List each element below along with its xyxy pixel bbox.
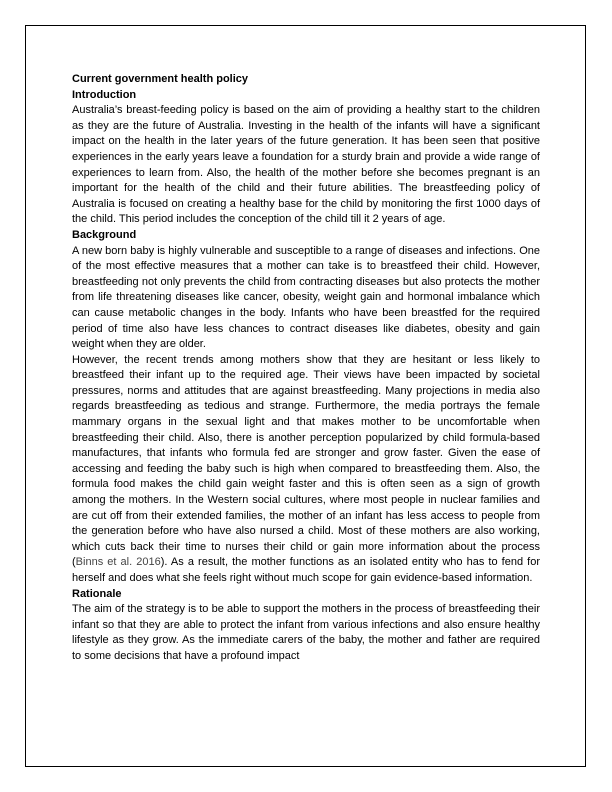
document-body	[72, 72, 540, 665]
introduction-heading: Introduction	[72, 88, 137, 101]
citation: Binns et al. 2016	[75, 556, 161, 569]
background-paragraph-2	[72, 353, 540, 587]
rationale-paragraph: The aim of the strategy is to be able to support the mothers in the process of breastfeeding their infant so that they are able to protect the infant from various infections and also ensure healthy lifestyle as they grow. As the immediate carers of the baby, the mother and father are required to some decisions that have a profound impact	[72, 603, 540, 662]
rationale-heading: Rationale	[72, 587, 122, 600]
background-heading: Background	[72, 228, 137, 241]
background-paragraph-2-end: ). As a result, the mother functions as an isolated entity who has to fend for herself and does what she feels right without much scope for gain evidence-based information.	[72, 556, 540, 584]
background-paragraph-2-text: However, the recent trends among mothers show that they are hesitant or less likely to breastfeed their infant up to the required age. Their views have been impacted by societal pressures, norms and attitudes that are against breastfeeding. Many projections in media also regards breastfeeding as tedious and strange. Furthermore, the media portrays the female mammary organs in the sexual light and that makes mother to be uncomfortable when breastfeeding their child. Also, there is another perception popularized by child formula-based manufactures, that infants who formula fed are stronger and grow faster. Given the ease of accessing and feeding the baby such is high when compared to breastfeeding them. Also, the formula food makes the child gain weight faster and this is often seen as a sign of growth among the mothers. In the Western social cultures, where most people in nuclear families and are cut off from their extended families, the mother of an infant has less access to people from the generation before who have also nursed a child. Most of these mothers are also working, which cuts back their time to nurses their child or gain more information about the process (	[72, 353, 540, 569]
introduction-paragraph: Australia’s breast-feeding policy is based on the aim of providing a healthy start to the children as they are the future of Australia. Investing in the health of the infants will have a significant impact on the health in the later years of the future generation. It has been seen that positive experiences in the early years leave a foundation for a sturdy brain and provide a wide range of experiences to learn from. Also, the health of the mother before she becomes pregnant is an important for the health of the child and their future abilities. The breastfeeding policy of Australia is focused on creating a healthy base for the child by monitoring the first 1000 days of the child. This period includes the conception of the child till it 2 years of age.	[72, 104, 540, 226]
background-paragraph-1: A new born baby is highly vulnerable and susceptible to a range of diseases and infections. One of the most effective measures that a mother can take is to breastfeed their child. However, breastfeeding not only prevents the child from contracting diseases but also protects the mother from life threatening diseases like cancer, obesity, weight gain and hormonal imbalance which can cause metabolic changes in the body. Infants who have been breastfed for the required period of time also have less chances to contract diseases like diabetes, obesity and gain weight when they are older.	[72, 244, 540, 351]
document-title: Current government health policy	[72, 73, 249, 85]
